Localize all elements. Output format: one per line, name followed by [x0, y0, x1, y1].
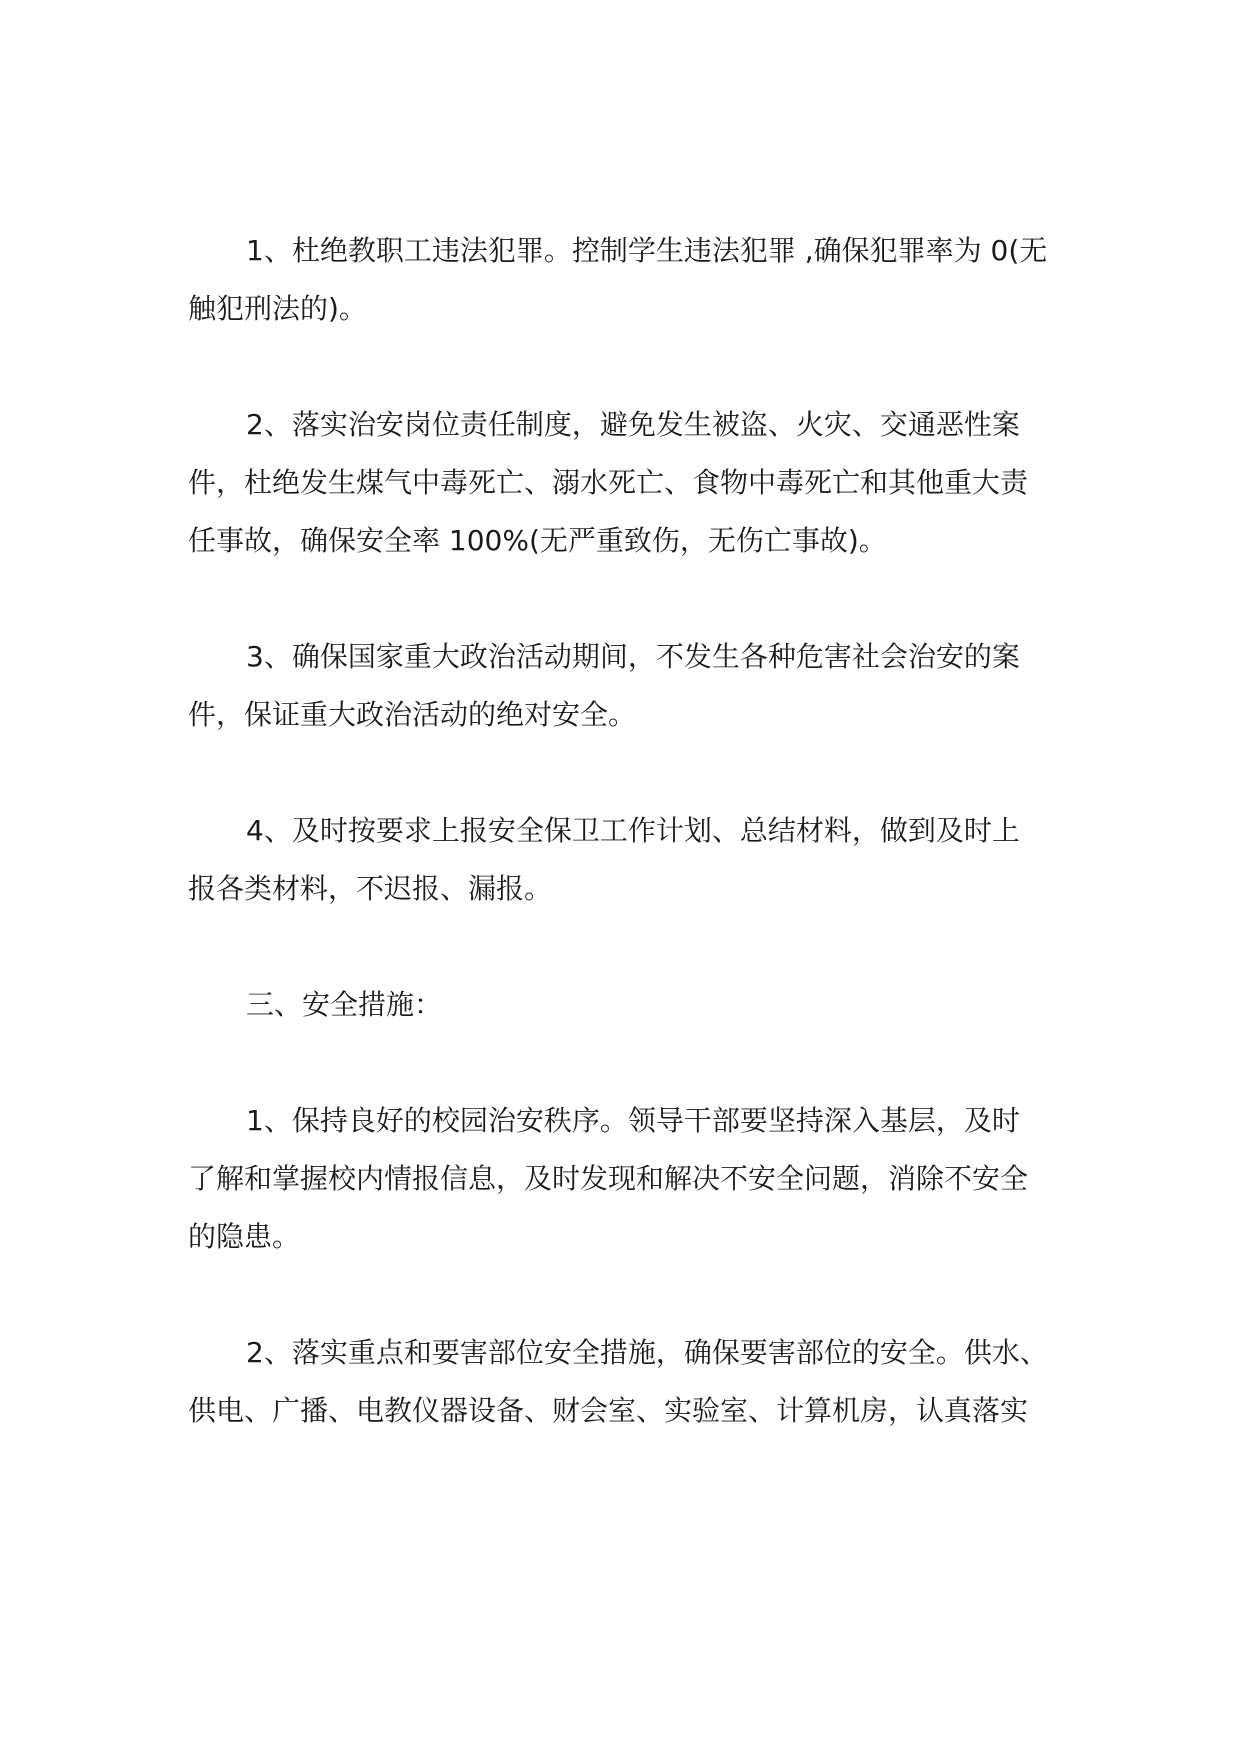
text-line: 4、及时按要求上报安全保卫工作计划、总结材料，做到及时上 — [246, 814, 1020, 847]
text-line: 报各类材料，不迟报、漏报。 — [188, 872, 553, 905]
text-line: 1、保持良好的校园治安秩序。领导干部要坚持深入基层，及时 — [246, 1104, 1020, 1137]
section-heading: 三、安全措施： — [246, 988, 443, 1021]
text-line: 2、落实重点和要害部位安全措施，确保要害部位的安全。供水、 — [246, 1336, 1048, 1369]
text-line: 件，保证重大政治活动的绝对安全。 — [188, 698, 637, 731]
text-line: 触犯刑法的)。 — [188, 292, 367, 325]
text-line: 任事故，确保安全率 100%(无严重致伤，无伤亡事故)。 — [188, 524, 887, 557]
text-line: 了解和掌握校内情报信息，及时发现和解决不安全问题，消除不安全 — [188, 1162, 1029, 1195]
text-line: 1、杜绝教职工违法犯罪。控制学生违法犯罪 ,确保犯罪率为 0(无 — [246, 234, 1048, 267]
text-line: 件，杜绝发生煤气中毒死亡、溺水死亡、食物中毒死亡和其他重大责 — [188, 466, 1029, 499]
text-line: 供电、广播、电教仪器设备、财会室、实验室、计算机房，认真落实 — [188, 1394, 1029, 1427]
text-line: 的隐患。 — [188, 1220, 301, 1253]
text-line: 3、确保国家重大政治活动期间，不发生各种危害社会治安的案 — [246, 640, 1020, 673]
text-line: 2、落实治安岗位责任制度，避免发生被盗、火灾、交通恶性案 — [246, 408, 1020, 441]
